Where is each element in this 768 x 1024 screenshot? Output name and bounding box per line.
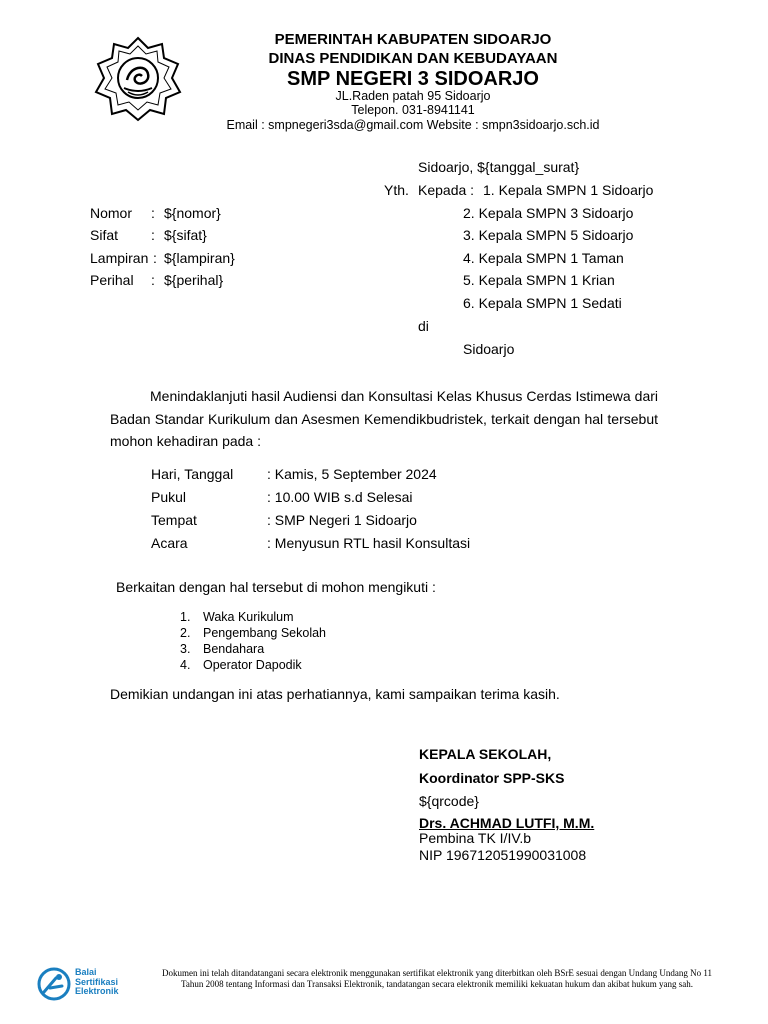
meta-sep: : bbox=[151, 227, 155, 243]
attendee-item: Bendahara bbox=[203, 642, 265, 656]
body-paragraph: Menindaklanjuti hasil Audiensi dan Konsultasi Kelas Khusus Cerdas Istimewa dari Badan Standar Kurikulum dan Asesmen Kemendikbudristek, terkait dengan hal tersebut mohon kehadiran pada : bbox=[110, 388, 658, 449]
attendee-item: Operator Dapodik bbox=[203, 658, 302, 672]
detail-value-date: : Kamis, 5 September 2024 bbox=[267, 466, 437, 482]
letterhead-contact: Email : smpnegeri3sda@gmail.com Website : smpn3sidoarjo.sch.id bbox=[226, 118, 600, 132]
recipient-item: 2. Kepala SMPN 3 Sidoarjo bbox=[463, 205, 634, 221]
meta-label-nomor: Nomor bbox=[90, 205, 133, 221]
signatory-rank: Pembina TK I/IV.b bbox=[419, 830, 532, 846]
detail-label-agenda: Acara bbox=[151, 535, 188, 551]
meta-value-perihal: ${perihal} bbox=[164, 272, 224, 288]
recipient-item: 5. Kepala SMPN 1 Krian bbox=[463, 272, 615, 288]
letterhead-government: PEMERINTAH KABUPATEN SIDOARJO bbox=[274, 31, 552, 48]
letterhead-school-name: SMP NEGERI 3 SIDOARJO bbox=[287, 68, 539, 90]
letterhead-phone: Telepon. 031-8941141 bbox=[351, 103, 475, 117]
detail-value-time: : 10.00 WIB s.d Selesai bbox=[267, 489, 413, 505]
recipient-item: 1. Kepala SMPN 1 Sidoarjo bbox=[483, 182, 654, 198]
signature-title: KEPALA SEKOLAH, bbox=[419, 746, 552, 762]
signature-qrcode-placeholder: ${qrcode} bbox=[419, 793, 479, 809]
letterhead-department: DINAS PENDIDIKAN DAN KEBUDAYAAN bbox=[268, 50, 558, 67]
bsre-logo-icon bbox=[36, 966, 72, 1002]
letterhead-address: JL.Raden patah 95 Sidoarjo bbox=[335, 89, 491, 103]
detail-label-date: Hari, Tanggal bbox=[151, 466, 234, 482]
meta-sep: : bbox=[153, 250, 157, 266]
bsre-logo-text: Balai Sertifikasi Elektronik bbox=[75, 967, 119, 996]
meta-sep: : bbox=[151, 272, 155, 288]
signature-role: Koordinator SPP-SKS bbox=[419, 770, 565, 786]
detail-value-place: : SMP Negeri 1 Sidoarjo bbox=[267, 512, 417, 528]
meta-value-nomor: ${nomor} bbox=[164, 205, 221, 221]
meta-sep: : bbox=[151, 205, 155, 221]
detail-label-time: Pukul bbox=[151, 489, 187, 505]
attendee-number: 2. bbox=[180, 626, 191, 640]
detail-value-agenda: : Menyusun RTL hasil Konsultasi bbox=[267, 535, 471, 551]
closing-sentence: Demikian undangan ini atas perhatiannya, kami sampaikan terima kasih. bbox=[110, 686, 560, 702]
meta-value-lampiran: ${lampiran} bbox=[164, 250, 235, 266]
attendee-item: Pengembang Sekolah bbox=[203, 626, 327, 640]
recipient-item: 3. Kepala SMPN 5 Sidoarjo bbox=[463, 227, 634, 243]
attendee-number: 4. bbox=[180, 658, 191, 672]
recipient-di: di bbox=[418, 318, 429, 334]
recipient-kepada: Kepada : bbox=[418, 182, 475, 198]
attendee-item: Waka Kurikulum bbox=[203, 610, 294, 624]
signatory-nip: NIP 196712051990031008 bbox=[419, 847, 587, 863]
meta-value-sifat: ${sifat} bbox=[164, 227, 207, 243]
recipient-item: 6. Kepala SMPN 1 Sedati bbox=[463, 295, 622, 311]
recipient-place: Sidoarjo bbox=[463, 341, 515, 357]
recipient-yth: Yth. bbox=[384, 182, 409, 198]
attendee-number: 3. bbox=[180, 642, 191, 656]
meta-label-perihal: Perihal bbox=[90, 272, 134, 288]
detail-label-place: Tempat bbox=[151, 512, 197, 528]
meta-label-sifat: Sifat bbox=[90, 227, 119, 243]
recipient-item: 4. Kepala SMPN 1 Taman bbox=[463, 250, 624, 266]
signatory-name: Drs. ACHMAD LUTFI, M.M. bbox=[419, 815, 595, 831]
meta-label-lampiran: Lampiran bbox=[90, 250, 149, 266]
e-signature-disclaimer: Dokumen ini telah ditandatangani secara elektronik menggunakan sertifikat elektronik yang diterbitkan oleh BSrE sesuai dengan Undang Undang No 11 Tahun 2008 tentang Informasi dan Transaksi Elektronik, tandatangan secara elektronik memiliki kekuatan hukum dan akibat hukum yang sah. bbox=[161, 968, 712, 989]
attendee-number: 1. bbox=[180, 610, 191, 624]
letter-date: Sidoarjo, ${tanggal_surat} bbox=[418, 159, 580, 175]
follow-intro: Berkaitan dengan hal tersebut di mohon mengikuti : bbox=[116, 579, 436, 595]
